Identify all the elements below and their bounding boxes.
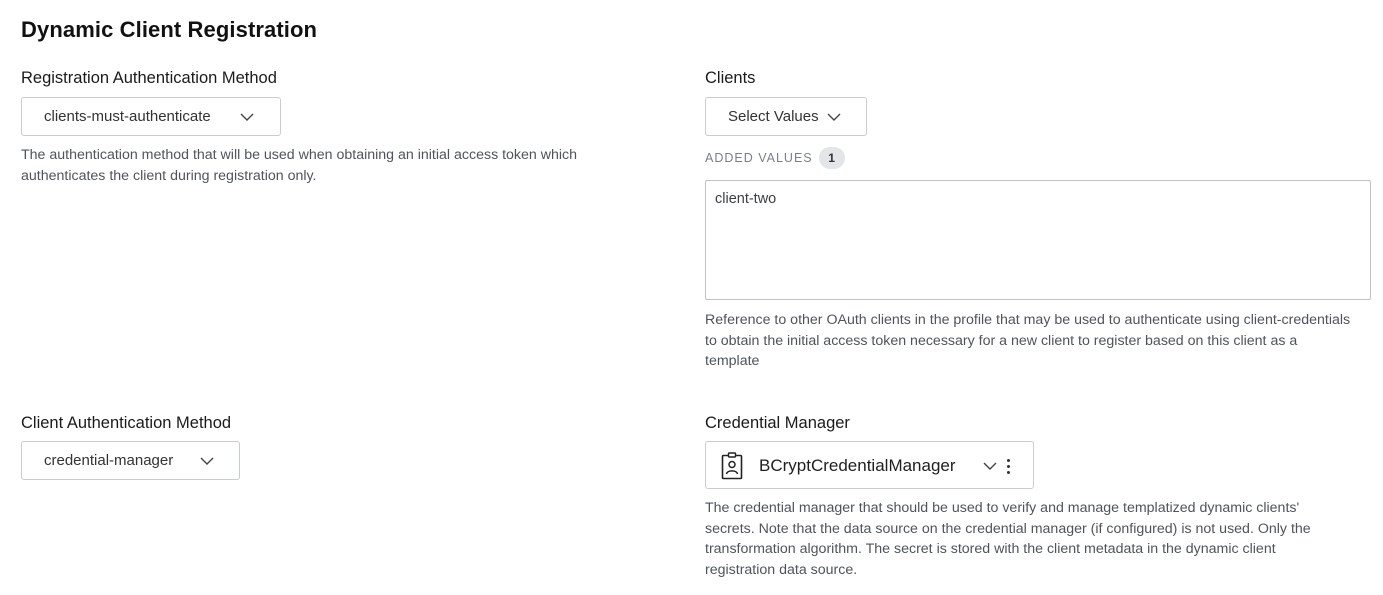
registration-auth-method-select[interactable] bbox=[21, 97, 281, 136]
clients-select-values-button[interactable] bbox=[705, 97, 867, 136]
more-options-icon[interactable] bbox=[1000, 454, 1016, 478]
registration-auth-method-value: clients-must-authenticate bbox=[44, 108, 211, 125]
credential-manager-label: Credential Manager bbox=[705, 414, 850, 432]
chevron-down-icon bbox=[200, 457, 214, 465]
id-badge-icon bbox=[721, 452, 743, 480]
registration-auth-method-label: Registration Authentication Method bbox=[21, 69, 277, 87]
credential-manager-select[interactable] bbox=[705, 441, 1034, 489]
registration-auth-method-help: The authentication method that will be used when obtaining an initial access token which authenticates the client during registration only. bbox=[21, 147, 578, 184]
clients-label: Clients bbox=[705, 69, 756, 87]
clients-help: Reference to other OAuth clients in the profile that may be used to authenticate using client-credentials to obtain the initial access token necessary for a new client to register based on this client as a template bbox=[705, 312, 1351, 369]
client-auth-method-select[interactable] bbox=[21, 441, 240, 480]
clients-select-values-label: Select Values bbox=[728, 108, 819, 125]
added-values-label: ADDED VALUES bbox=[705, 151, 813, 165]
chevron-down-icon[interactable] bbox=[979, 458, 1001, 474]
added-value-item: client-two bbox=[715, 191, 777, 207]
credential-manager-value: BCryptCredentialManager bbox=[759, 456, 956, 475]
credential-manager-help: The credential manager that should be used to verify and manage templatized dynamic clients' secrets. Note that the data source on the credential manager (if configured) is not used. Only the transformation algorithm. The secret is stored with the client metadata in the dynamic client registration data source. bbox=[705, 500, 1311, 578]
added-values-count-badge: 1 bbox=[819, 147, 845, 169]
section-title: Dynamic Client Registration bbox=[21, 17, 318, 42]
client-auth-method-value: credential-manager bbox=[44, 452, 174, 469]
added-values-textarea[interactable] bbox=[705, 180, 1371, 300]
added-values-header bbox=[705, 147, 845, 169]
chevron-down-icon bbox=[240, 113, 254, 121]
client-auth-method-label: Client Authentication Method bbox=[21, 414, 232, 432]
chevron-down-icon bbox=[827, 113, 841, 121]
